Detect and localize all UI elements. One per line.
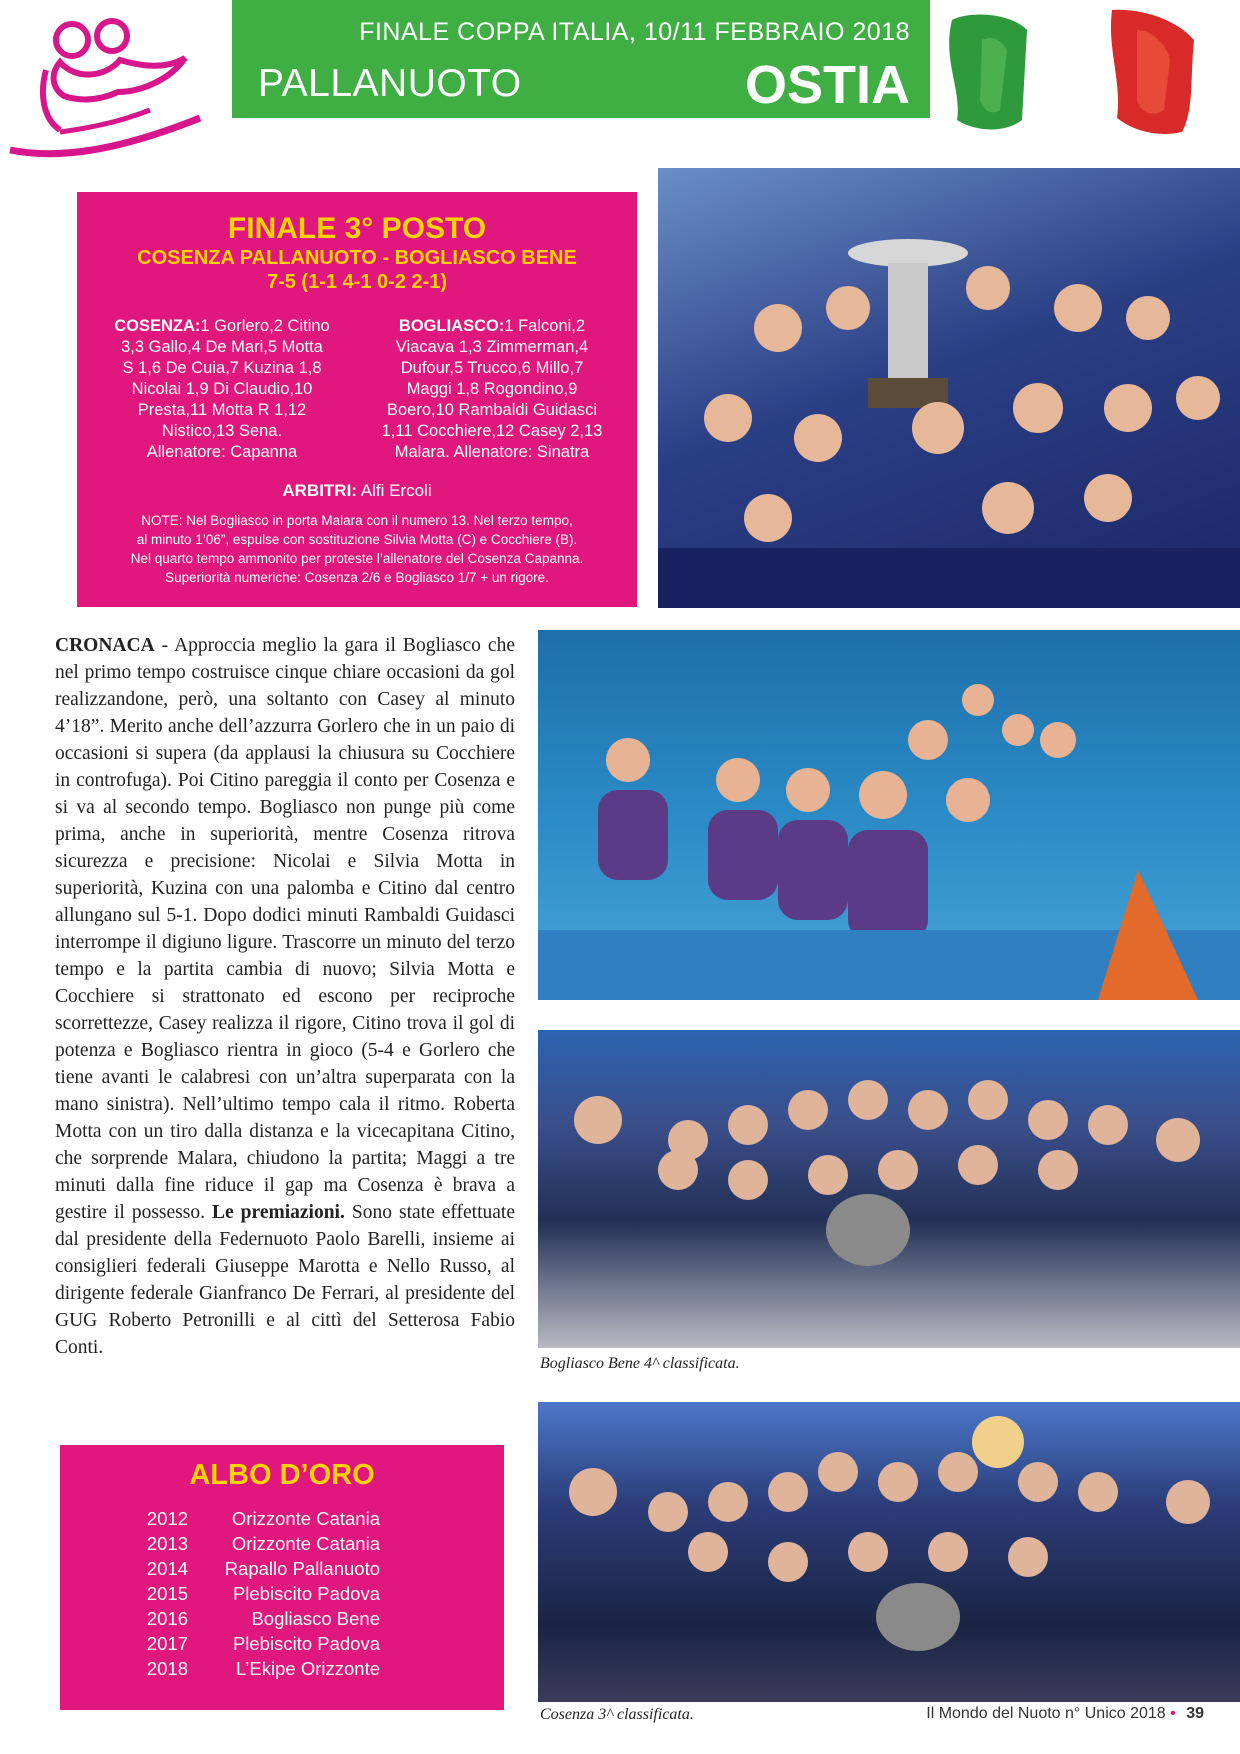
albo-team: Rapallo Pallanuoto: [224, 1558, 380, 1579]
bogliasco-line: 1 Falconi,2: [504, 317, 586, 335]
albo-doro-box: [60, 1445, 504, 1710]
albo-year: 2016: [146, 1608, 188, 1629]
cosenza-line: Nicolai 1,9 Di Claudio,10: [131, 380, 313, 398]
cosenza-line: 3,3 Gallo,4 De Mari,5 Motta: [121, 338, 323, 356]
footer-separator: •: [1170, 1705, 1176, 1722]
water-polo-logo: [0, 0, 232, 178]
albo-row: [60, 1631, 504, 1656]
albo-year: 2014: [146, 1558, 188, 1579]
cosenza-team-photo: [538, 1402, 1240, 1702]
trophy-celebration-photo: [658, 168, 1240, 608]
article-lead-text: - Approccia meglio la gara il Bogliasco che nel primo tempo costruisce cinque chiare occasioni da gol realizzandone, però, una soltanto con Casey al minuto 4’18”. Merito anche dell’azzurra Gorlero che in un paio di occasioni si supera (da applausi la chiusura su Cocchiere in controfuga). Poi Citino pareggia il conto per Cosenza e si va al secondo tempo. Bogliasco non punge più come prima, anche in superiorità, mentre Cosenza ritrova sicurezza e precisione: Nicolai e Silvia Motta in superiorità, Kuzina con una palomba e Citino dal centro allungano sul 5-1. Dopo dodici minuti Rambaldi Guidasci interrompe il digiuno ligure. Trascorre un minuto del terzo tempo e la partita cambia di nuovo; Silvia Motta e Cocchiere si strattonato ed escono per reciproche scorrettezze, Casey realizza il rigore, Citino trova il gol di potenza e Bogliasco rientra in gioco (5-4 e Gorlero che tiene avanti le calabresi con un’altra superparata con la mano sinistra). Nell’ultimo tempo cala il ritmo. Roberta Motta con un tiro dalla distanza e la vicecapitana Citino, che sorprende Malara, chiudono la partita; Maggi a tre minuti dalla fine riduce il gap ma Cosenza è brava a gestire il possesso.: [55, 635, 515, 1223]
article-body: [55, 632, 515, 1361]
cosenza-caption: Cosenza 3^ classificata.: [540, 1706, 694, 1723]
cosenza-line: 1 Gorlero,2 Citino: [200, 317, 330, 335]
albo-row: [60, 1581, 504, 1606]
albo-year: 2013: [146, 1533, 188, 1554]
article-awards-label: Le premiazioni.: [212, 1202, 345, 1223]
cosenza-line: Allenatore: Capanna: [146, 443, 298, 461]
italian-flag-graphic: [932, 0, 1208, 146]
albo-team: Plebiscito Padova: [232, 1583, 380, 1604]
albo-year: 2012: [146, 1508, 188, 1529]
cosenza-lineup: [97, 316, 347, 463]
match-summary-box: [77, 192, 637, 607]
note-line: NOTE: Nel Bogliasco in porta Malara con il numero 13. Nel terzo tempo,: [141, 513, 573, 528]
note-line: al minuto 1’06”, espulse con sostituzione Silvia Motta (C) e Cocchiere (B).: [136, 532, 578, 547]
cosenza-label: COSENZA:: [114, 317, 201, 335]
pool-celebration-photo: [538, 630, 1240, 1000]
albo-row: [60, 1556, 504, 1581]
note-line: Superiorità numeriche: Cosenza 2/6 e Bogliasco 1/7 + un rigore.: [165, 570, 549, 585]
cosenza-line: Presta,11 Motta R 1,12: [137, 401, 307, 419]
albo-row: [60, 1656, 504, 1681]
article-awards-text: Sono state effettuate dal presidente della Federnuoto Paolo Barelli, insieme ai consiglieri federali Giuseppe Marotta e Nello Russo, al dirigente federale Gianfranco De Ferrari, al presidente del GUG Roberto Petronilli e al cittì del Setterosa Fabio Conti.: [55, 1202, 515, 1358]
bogliasco-line: Maggi 1,8 Rogondino,9: [406, 380, 578, 398]
albo-team: Plebiscito Padova: [232, 1633, 380, 1654]
bogliasco-line: Malara. Allenatore: Sinatra: [394, 443, 590, 461]
article-lead-label: CRONACA: [55, 635, 155, 656]
bogliasco-label: BOGLIASCO:: [398, 317, 505, 335]
bogliasco-line: Viacava 1,3 Zimmerman,4: [395, 338, 589, 356]
bogliasco-lineup: [367, 316, 617, 463]
note-line: Nel quarto tempo ammonito per proteste l’allenatore del Cosenza Capanna.: [130, 551, 584, 566]
albo-title: ALBO D’ORO: [189, 1459, 375, 1491]
bogliasco-line: Boero,10 Rambaldi Guidasci: [386, 401, 598, 419]
article-paragraph: [55, 632, 515, 1361]
albo-year: 2017: [146, 1633, 188, 1654]
albo-row: [60, 1506, 504, 1531]
albo-team: L’Ekipe Orizzonte: [236, 1658, 380, 1679]
cosenza-line: Nistico,13 Sena.: [161, 422, 283, 440]
bogliasco-team-photo: [538, 1030, 1240, 1348]
section-title: PALLANUOTO: [258, 62, 522, 105]
bogliasco-line: 1,11 Cocchiere,12 Casey 2,13: [381, 422, 603, 440]
referees: [97, 481, 617, 501]
magazine-name: Il Mondo del Nuoto n° Unico 2018: [926, 1705, 1166, 1722]
city-title: OSTIA: [744, 55, 910, 115]
albo-year: 2018: [146, 1658, 188, 1679]
albo-row: [60, 1531, 504, 1556]
match-teams: COSENZA PALLANUOTO - BOGLIASCO BENE: [137, 247, 577, 269]
albo-year: 2015: [146, 1583, 188, 1604]
referees-label: ARBITRI:: [282, 481, 357, 500]
match-notes: [97, 511, 617, 587]
swimmer-icon: [0, 0, 232, 178]
albo-team: Bogliasco Bene: [251, 1608, 380, 1629]
referees-names: Alfi Ercoli: [360, 481, 432, 500]
event-title: FINALE COPPA ITALIA, 10/11 FEBBRAIO 2018: [359, 18, 910, 46]
match-score: 7-5 (1-1 4-1 0-2 2-1): [266, 271, 448, 293]
match-title: FINALE 3° POSTO: [227, 212, 487, 245]
page-number: 39: [1186, 1705, 1204, 1722]
cosenza-line: S 1,6 De Cuia,7 Kuzina 1,8: [122, 359, 322, 377]
albo-row: [60, 1606, 504, 1631]
bogliasco-line: Dufour,5 Trucco,6 Millo,7: [400, 359, 584, 377]
page-footer: [926, 1705, 1204, 1723]
albo-team: Orizzonte Catania: [231, 1508, 380, 1529]
bogliasco-caption: Bogliasco Bene 4^ classificata.: [540, 1355, 740, 1372]
albo-team: Orizzonte Catania: [231, 1533, 380, 1554]
